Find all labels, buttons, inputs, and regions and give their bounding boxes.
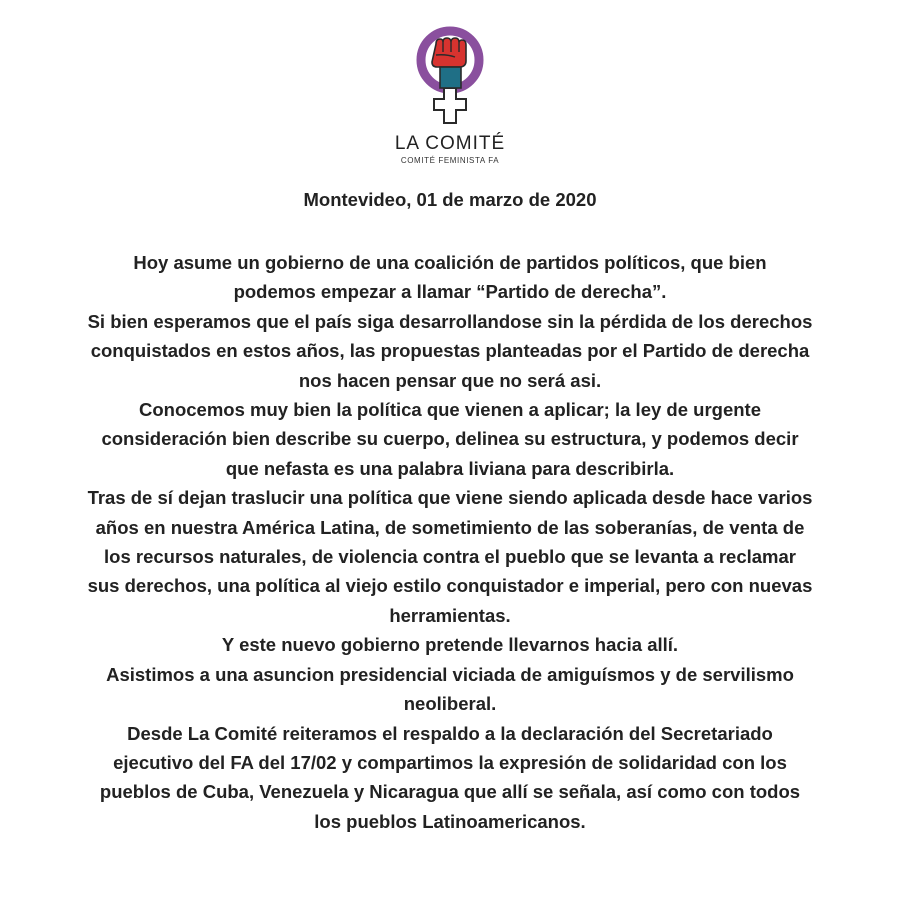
statement-line: sus derechos, una política al viejo estilo conquistador e imperial, pero con nuevas [87, 575, 813, 597]
statement-line: nos hacen pensar que no será asi. [298, 369, 602, 391]
statement-line: Y este nuevo gobierno pretende llevarnos hacia allí. [221, 634, 679, 656]
statement-line: Desde La Comité reiteramos el respaldo a la declaración del Secretariado [127, 722, 773, 744]
feminist-fist-icon [405, 24, 495, 128]
statement-line: años en nuestra América Latina, de sometimiento de las soberanías, de venta de [95, 516, 805, 538]
logo-block [0, 24, 900, 165]
statement-line: neoliberal. [403, 693, 497, 715]
document-date: Montevideo, 01 de marzo de 2020 [303, 189, 597, 210]
statement-line: podemos empezar a llamar “Partido de derecha”. [233, 281, 667, 303]
statement-line: herramientas. [389, 604, 511, 626]
statement-line: que nefasta es una palabra liviana para describirla. [225, 457, 675, 479]
statement-line: los pueblos Latinoamericanos. [314, 810, 586, 832]
statement-line: los recursos naturales, de violencia contra el pueblo que se levanta a reclamar [104, 546, 796, 568]
statement-line: Si bien esperamos que el país siga desarrollandose sin la pérdida de los derechos [87, 310, 813, 332]
brand-name: LA COMITÉ [394, 133, 506, 154]
statement-line: ejecutivo del FA del 17/02 y compartimos la expresión de solidaridad con los [113, 751, 787, 773]
statement-line: Tras de sí dejan traslucir una política que viene siendo aplicada desde hace varios [87, 487, 813, 509]
statement-body [40, 248, 860, 836]
statement-line: Asistimos a una asuncion presidencial viciada de amiguísmos y de servilismo [106, 663, 794, 685]
statement-line: conquistados en estos años, las propuestas planteadas por el Partido de derecha [90, 340, 810, 362]
statement-line: Hoy asume un gobierno de una coalición de partidos políticos, que bien [133, 252, 767, 273]
brand-subtitle: COMITÉ FEMINISTA FA [400, 156, 500, 165]
statement-line: consideración bien describe su cuerpo, delinea su estructura, y podemos decir [101, 428, 799, 450]
statement-line: pueblos de Cuba, Venezuela y Nicaragua que allí se señala, así como con todos [99, 781, 801, 803]
statement-line: Conocemos muy bien la política que vienen a aplicar; la ley de urgente [139, 399, 761, 421]
